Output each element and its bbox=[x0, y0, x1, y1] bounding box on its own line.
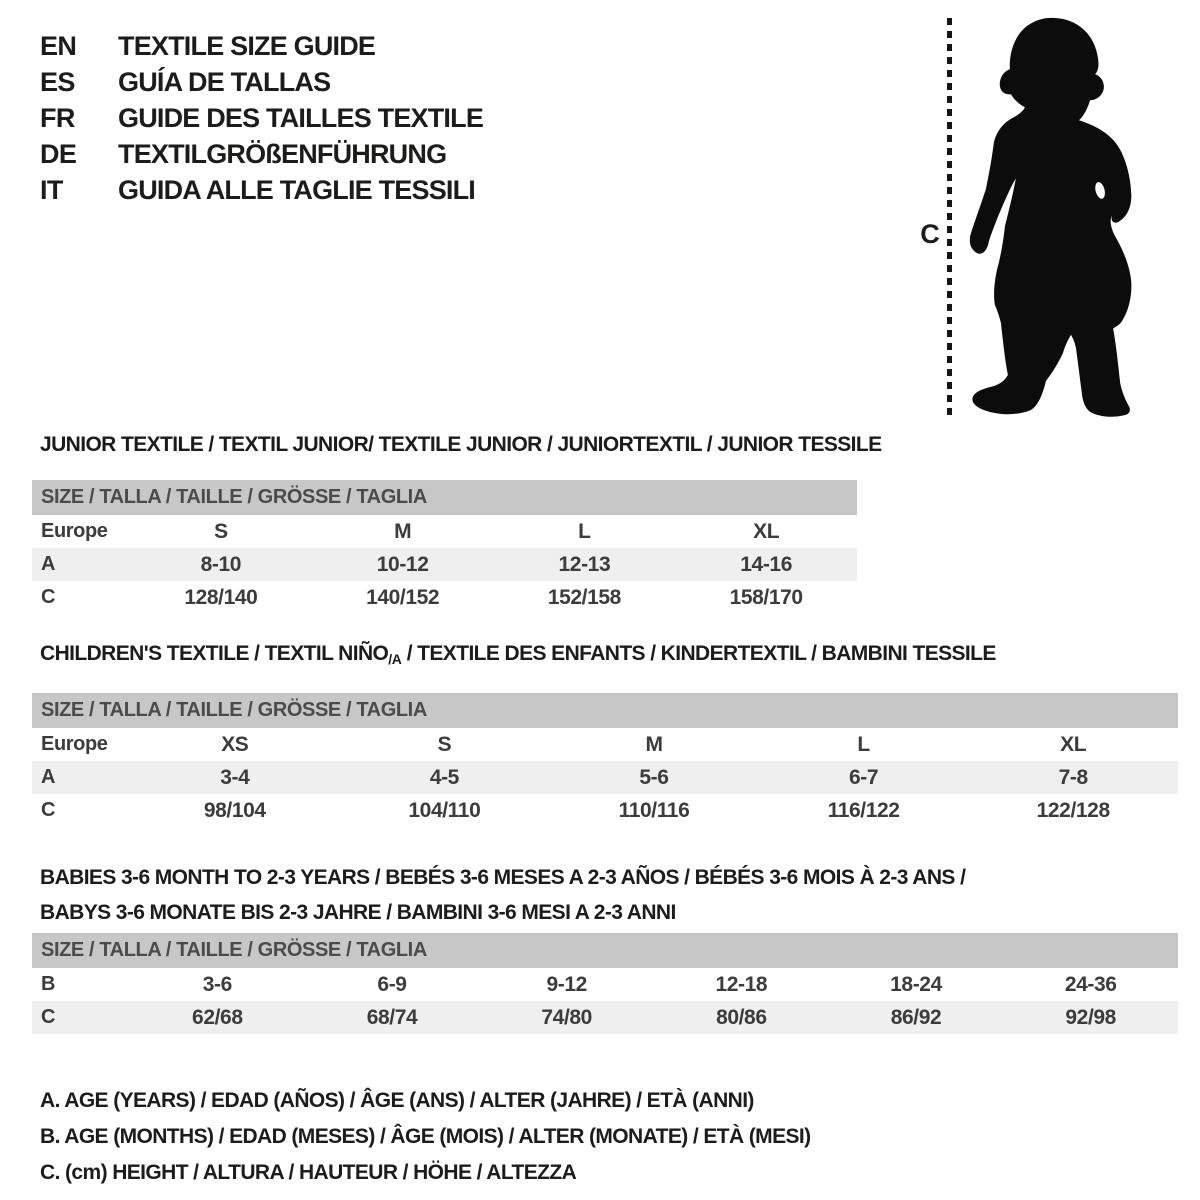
size-cell: L bbox=[578, 520, 591, 543]
row-label: Europe bbox=[41, 520, 108, 542]
size-table-junior bbox=[32, 480, 857, 614]
table-row bbox=[32, 968, 1178, 1001]
size-cell: XS bbox=[221, 733, 249, 756]
size-cell: M bbox=[645, 733, 663, 756]
language-title: TEXTILE SIZE GUIDE bbox=[118, 31, 376, 61]
size-cell: 152/158 bbox=[547, 586, 621, 609]
language-title: GUIDA ALLE TAGLIE TESSILI bbox=[118, 175, 475, 205]
height-measure-dashed-line bbox=[947, 18, 952, 415]
row-label: B bbox=[41, 973, 56, 995]
size-cell: 122/128 bbox=[1036, 799, 1110, 822]
table-row bbox=[32, 581, 857, 614]
table-row bbox=[32, 794, 1178, 827]
language-code: EN bbox=[40, 31, 77, 61]
section-title-subscript: /A bbox=[388, 651, 402, 667]
row-label: C bbox=[41, 586, 56, 608]
size-cell: 128/140 bbox=[184, 586, 258, 609]
size-cell: S bbox=[437, 733, 452, 756]
size-cell: 9-12 bbox=[546, 973, 587, 996]
language-title: GUIDE DES TAILLES TEXTILE bbox=[118, 103, 484, 133]
size-header-bar: SIZE / TALLA / TAILLE / GRÖSSE / TAGLIA bbox=[32, 693, 1178, 728]
size-cell: 6-9 bbox=[377, 973, 407, 996]
size-cell: M bbox=[394, 520, 412, 543]
language-row bbox=[40, 136, 483, 172]
size-header-bar: SIZE / TALLA / TAILLE / GRÖSSE / TAGLIA bbox=[32, 933, 1178, 968]
size-cell: 4-5 bbox=[429, 766, 459, 789]
section-title-text: CHILDREN'S TEXTILE / TEXTIL NIÑO bbox=[40, 642, 389, 665]
size-cell: 5-6 bbox=[639, 766, 669, 789]
language-title: GUÍA DE TALLAS bbox=[118, 67, 331, 97]
size-cell: 98/104 bbox=[203, 799, 266, 822]
size-cell: 68/74 bbox=[366, 1006, 418, 1029]
size-cell: 92/98 bbox=[1065, 1006, 1116, 1029]
row-label: A bbox=[41, 766, 56, 788]
size-cell: 6-7 bbox=[849, 766, 879, 789]
height-measure-label: C bbox=[920, 219, 940, 249]
size-cell: 24-36 bbox=[1064, 973, 1117, 996]
size-cell: 3-6 bbox=[202, 973, 232, 996]
size-cell: 104/110 bbox=[408, 799, 481, 822]
size-cell: 8-10 bbox=[200, 553, 242, 576]
size-cell: 12-18 bbox=[715, 973, 768, 996]
size-cell: 7-8 bbox=[1058, 766, 1088, 789]
table-row bbox=[32, 728, 1178, 761]
section-title-text: / TEXTILE DES ENFANTS / KINDERTEXTIL / BAMBINI TESSILE bbox=[401, 642, 996, 665]
size-cell: 74/80 bbox=[541, 1006, 592, 1029]
language-code: IT bbox=[40, 175, 63, 205]
section-title-babies bbox=[32, 860, 1178, 930]
table-row bbox=[32, 761, 1178, 794]
size-cell: 10-12 bbox=[376, 553, 429, 576]
table-row bbox=[32, 515, 857, 548]
row-label: A bbox=[41, 553, 56, 575]
language-row bbox=[40, 64, 483, 100]
language-row bbox=[40, 172, 483, 208]
legend-line-c: C. (cm) HEIGHT / ALTURA / HAUTEUR / HÖHE / ALTEZZA bbox=[40, 1161, 577, 1184]
size-cell: L bbox=[857, 733, 870, 756]
legend bbox=[32, 1083, 1178, 1191]
language-row bbox=[40, 28, 483, 64]
section-title-junior: JUNIOR TEXTILE / TEXTIL JUNIOR/ TEXTILE JUNIOR / JUNIORTEXTIL / JUNIOR TESSILE bbox=[40, 433, 882, 456]
size-cell: 80/86 bbox=[716, 1006, 767, 1029]
size-cell: 18-24 bbox=[890, 973, 942, 996]
size-cell: 14-16 bbox=[740, 553, 792, 576]
size-cell: 62/68 bbox=[192, 1006, 243, 1029]
size-table-children bbox=[32, 693, 1178, 827]
legend-line-a: A. AGE (YEARS) / EDAD (AÑOS) / ÂGE (ANS) / ALTER (JAHRE) / ETÀ (ANNI) bbox=[40, 1089, 754, 1112]
size-cell: S bbox=[214, 520, 228, 543]
language-code: ES bbox=[40, 67, 75, 97]
size-cell: 140/152 bbox=[366, 586, 440, 609]
language-code: FR bbox=[40, 103, 75, 133]
size-table-babies bbox=[32, 933, 1178, 1034]
size-cell: XL bbox=[753, 520, 780, 543]
size-cell: 158/170 bbox=[729, 586, 803, 609]
section-title-line2: BABYS 3-6 MONATE BIS 2-3 JAHRE / BAMBINI 3-6 MESI A 2-3 ANNI bbox=[40, 901, 676, 924]
size-header-bar: SIZE / TALLA / TAILLE / GRÖSSE / TAGLIA bbox=[32, 480, 857, 515]
table-row bbox=[32, 548, 857, 581]
size-cell: XL bbox=[1060, 733, 1087, 756]
size-guide-content bbox=[32, 434, 1178, 1191]
table-row bbox=[32, 1001, 1178, 1034]
section-title-line1: BABIES 3-6 MONTH TO 2-3 YEARS / BEBÉS 3-6 MESES A 2-3 AÑOS / BÉBÉS 3-6 MOIS À 2-3 ANS / bbox=[40, 866, 966, 889]
language-code: DE bbox=[40, 139, 77, 169]
section-title-children bbox=[32, 643, 1178, 670]
language-row bbox=[40, 100, 483, 136]
size-cell: 110/116 bbox=[618, 799, 690, 822]
row-label: C bbox=[41, 1006, 56, 1028]
size-cell: 86/92 bbox=[890, 1006, 942, 1029]
language-list bbox=[40, 28, 483, 208]
row-label: Europe bbox=[41, 733, 108, 755]
size-cell: 116/122 bbox=[827, 799, 900, 822]
language-title: TEXTILGRÖßENFÜHRUNG bbox=[118, 139, 447, 169]
row-label: C bbox=[41, 799, 56, 821]
toddler-silhouette-icon bbox=[958, 14, 1150, 420]
legend-line-b: B. AGE (MONTHS) / EDAD (MESES) / ÂGE (MOIS) / ALTER (MONATE) / ETÀ (MESI) bbox=[40, 1125, 811, 1148]
size-cell: 12-13 bbox=[558, 553, 611, 576]
size-cell: 3-4 bbox=[220, 766, 250, 789]
